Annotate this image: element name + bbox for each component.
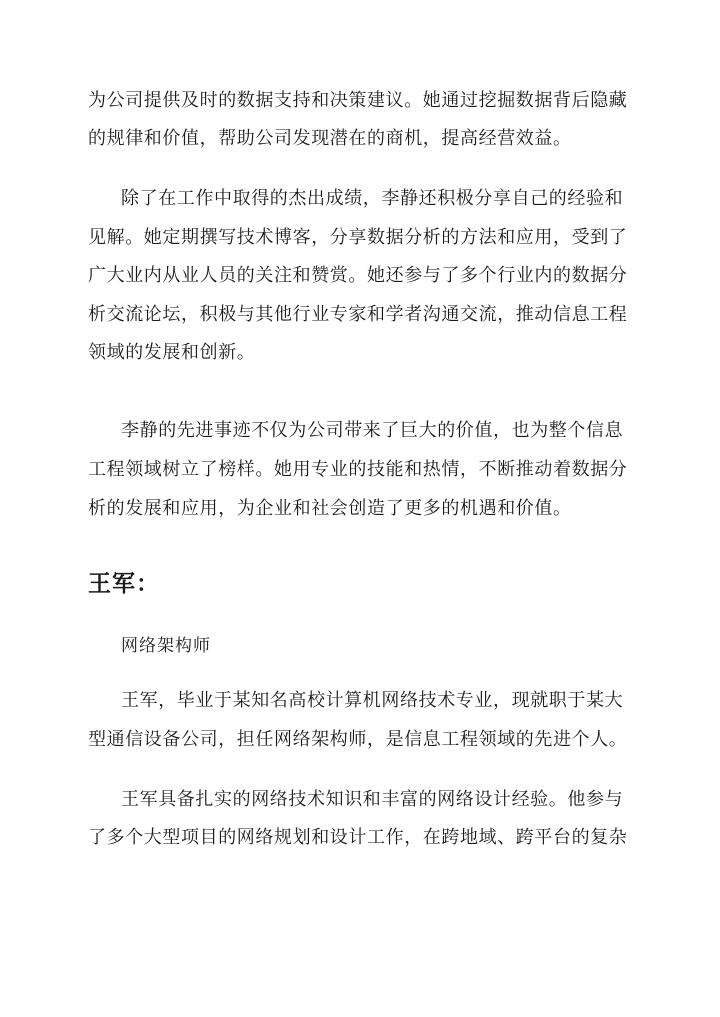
paragraph-4-line-2: 型通信设备公司，担任网络架构师，是信息工程领域的先进个人。 — [88, 729, 628, 750]
section-heading: 王军： — [88, 570, 160, 597]
paragraph-2-line-3: 广大业内从业人员的关注和赞赏。她还参与了多个行业内的数据分 — [88, 265, 628, 286]
paragraph-2-line-5: 领域的发展和创新。 — [88, 342, 256, 363]
paragraph-2-line-4: 析交流论坛，积极与其他行业专家和学者沟通交流，推动信息工程 — [88, 304, 628, 325]
section-subtitle: 网络架构师 — [121, 636, 211, 656]
paragraph-1-line-1: 为公司提供及时的数据支持和决策建议。她通过挖掘数据背后隐藏 — [88, 90, 628, 111]
paragraph-5-line-1: 王军具备扎实的网络技术知识和丰富的网络设计经验。他参与 — [121, 789, 624, 810]
paragraph-1-line-2: 的规律和价值，帮助公司发现潜在的商机，提高经营效益。 — [88, 128, 572, 149]
paragraph-5-line-2: 了多个大型项目的网络规划和设计工作，在跨地域、跨平台的复杂 — [88, 827, 628, 848]
paragraph-3-line-3: 析的发展和应用，为企业和社会创造了更多的机遇和价值。 — [88, 498, 572, 519]
paragraph-3-line-2: 工程领域树立了榜样。她用专业的技能和热情，不断推动着数据分 — [88, 459, 628, 480]
paragraph-3-line-1: 李静的先进事迹不仅为公司带来了巨大的价值，也为整个信息 — [121, 420, 624, 441]
paragraph-4-line-1: 王军，毕业于某知名高校计算机网络技术专业，现就职于某大 — [121, 690, 624, 711]
paragraph-2-line-1: 除了在工作中取得的杰出成绩，李静还积极分享自己的经验和 — [121, 188, 624, 209]
paragraph-2-line-2: 见解。她定期撰写技术博客，分享数据分析的方法和应用，受到了 — [88, 227, 628, 248]
